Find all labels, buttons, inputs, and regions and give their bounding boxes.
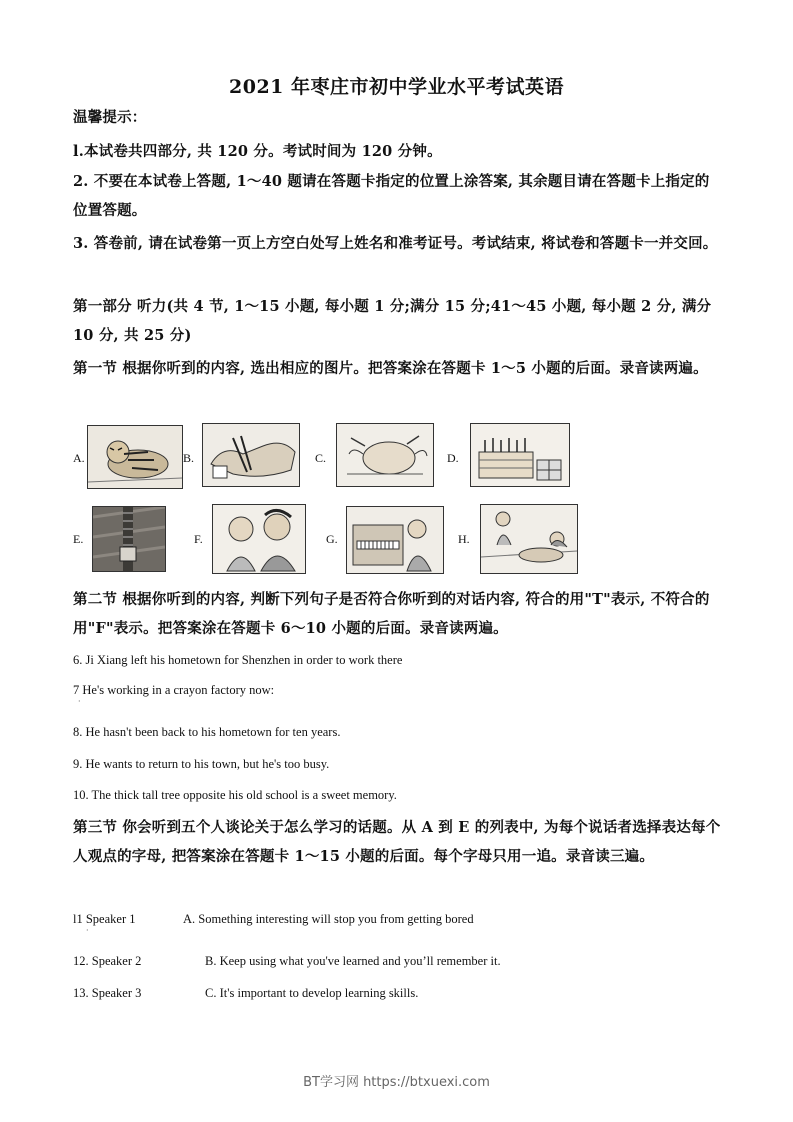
- tip-item-3: 3. 答卷前, 请在试卷第一页上方空白处写上姓名和准考证号。考试结束, 将试卷和答题卡一并交回。: [73, 235, 718, 252]
- option-a: A. Something interesting will stop you from getting bored: [183, 912, 474, 926]
- speaker-3-label: 13. Speaker 3: [73, 986, 142, 1000]
- picture-label-e: E.: [73, 532, 84, 546]
- tips-heading: 温馨提示：: [73, 109, 147, 126]
- section1-heading: 第一节 根据你听到的内容, 选出相应的图片。把答案涂在答题卡 1～5 小题的后面。录音读两遍。: [73, 360, 708, 377]
- option-c: C. It's important to develop learning skills.: [205, 986, 419, 1000]
- zipper-picture: [92, 506, 166, 572]
- picture-label-g: G.: [326, 532, 338, 546]
- birthday-cake-picture: [470, 423, 570, 487]
- piano-picture: [346, 506, 444, 574]
- question-9: 9. He wants to return to his town, but he's too busy.: [73, 757, 330, 771]
- picture-label-d: D.: [447, 451, 459, 465]
- people-talking-picture: [212, 504, 306, 574]
- footer-watermark: BT学习网 https://btxuexi.com: [303, 1075, 490, 1090]
- accident-picture: [480, 504, 578, 574]
- tiger-picture: [87, 425, 183, 489]
- speck-mark: ·: [86, 926, 89, 935]
- exam-title: 2021 年枣庄市初中学业水平考试英语: [229, 76, 564, 98]
- question-6: 6. Ji Xiang left his hometown for Shenzhen in order to work there: [73, 653, 403, 667]
- question-10: 10. The thick tall tree opposite his old school is a sweet memory.: [73, 788, 397, 802]
- picture-label-a: A.: [73, 451, 85, 465]
- section2-heading: 第二节 根据你听到的内容, 判断下列句子是否符合你听到的对话内容, 符合的用"T"表示, 不符合的用"F"表示。把答案涂在答题卡 6～10 小题的后面。录音读两遍。: [73, 591, 710, 637]
- speaker-1-label: l1 Speaker 1: [73, 912, 136, 926]
- hands-picture: [202, 423, 300, 487]
- picture-label-b: B.: [183, 451, 195, 465]
- tip-item-2: 2. 不要在本试卷上答题, 1～40 题请在答题卡指定的位置上涂答案, 其余题目请在答题卡上指定的位置答题。: [73, 173, 710, 219]
- option-b: B. Keep using what you've learned and you’ll remember it.: [205, 954, 501, 968]
- picture-label-f: F.: [194, 532, 203, 546]
- question-7: 7 He's working in a crayon factory now:: [73, 683, 275, 697]
- picture-label-c: C.: [315, 451, 327, 465]
- tip-item-1: l.本试卷共四部分, 共 120 分。考试时间为 120 分钟。: [73, 143, 442, 160]
- turkey-picture: [336, 423, 434, 487]
- speck-mark: ·: [78, 697, 81, 706]
- part1-heading: 第一部分 听力(共 4 节, 1～15 小题, 每小题 1 分;满分 15 分;41～45 小题, 每小题 2 分, 满分 10 分, 共 25 分): [73, 298, 712, 344]
- question-8: 8. He hasn't been back to his hometown for ten years.: [73, 725, 341, 739]
- speaker-2-label: 12. Speaker 2: [73, 954, 142, 968]
- picture-label-h: H.: [458, 532, 470, 546]
- section3-heading: 第三节 你会听到五个人谈论关于怎么学习的话题。从 A 到 E 的列表中, 为每个说话者选择表达每个人观点的字母, 把答案涂在答题卡 1～15 小题的后面。每个字母只用一追。录音读三遍。: [73, 819, 721, 865]
